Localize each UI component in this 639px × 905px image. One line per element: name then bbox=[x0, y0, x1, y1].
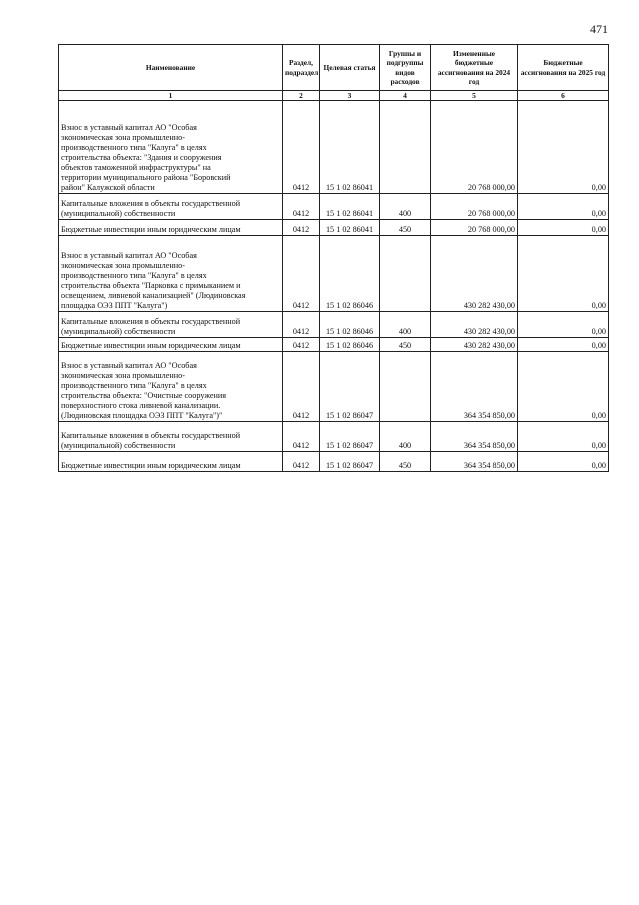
row-name-line: (Людиновская площадка ОЭЗ ППТ "Калуга")" bbox=[61, 411, 223, 421]
row-target: 15 1 02 86041 bbox=[320, 194, 380, 220]
header-target: Целевая статья bbox=[320, 45, 380, 91]
row-name bbox=[59, 194, 283, 220]
column-number: 2 bbox=[283, 91, 320, 101]
column-number: 3 bbox=[320, 91, 380, 101]
table-row bbox=[59, 338, 609, 352]
row-amount-2025: 0,00 bbox=[518, 312, 609, 338]
row-amount-2024: 364 354 850,00 bbox=[431, 352, 518, 422]
row-name-line: площадка ОЭЗ ППТ "Калуга") bbox=[61, 301, 168, 311]
table-row bbox=[59, 194, 609, 220]
row-name-line: экономическая зона промышленно- bbox=[61, 133, 185, 143]
table-header-row bbox=[59, 45, 609, 91]
table-row bbox=[59, 422, 609, 452]
row-name-line: строительства объекта: "Очистные сооружения bbox=[61, 391, 227, 401]
row-name-line: Бюджетные инвестиции иным юридическим лицам bbox=[61, 461, 241, 471]
row-name-line: поверхностного стока ливневой канализации. bbox=[61, 401, 221, 411]
row-group: 450 bbox=[380, 452, 431, 472]
row-name-line: освещением, ливневой канализацией" (Людиновская bbox=[61, 291, 246, 301]
header-amount-2025: Бюджетные ассигнования на 2025 год bbox=[518, 45, 609, 91]
row-target: 15 1 02 86046 bbox=[320, 236, 380, 312]
row-name bbox=[59, 220, 283, 236]
table-row bbox=[59, 101, 609, 194]
row-name bbox=[59, 236, 283, 312]
row-name bbox=[59, 452, 283, 472]
row-target: 15 1 02 86046 bbox=[320, 338, 380, 352]
row-amount-2025: 0,00 bbox=[518, 352, 609, 422]
row-section: 0412 bbox=[283, 422, 320, 452]
row-amount-2024: 364 354 850,00 bbox=[431, 422, 518, 452]
row-section: 0412 bbox=[283, 338, 320, 352]
row-name-line: Капитальные вложения в объекты государственной bbox=[61, 317, 241, 327]
column-number: 6 bbox=[518, 91, 609, 101]
row-target: 15 1 02 86047 bbox=[320, 352, 380, 422]
row-section: 0412 bbox=[283, 220, 320, 236]
table-row bbox=[59, 452, 609, 472]
row-target: 15 1 02 86047 bbox=[320, 422, 380, 452]
row-group: 400 bbox=[380, 422, 431, 452]
header-name: Наименование bbox=[59, 45, 283, 91]
budget-table bbox=[58, 44, 609, 472]
row-amount-2024: 20 768 000,00 bbox=[431, 194, 518, 220]
row-name-line: Взнос в уставный капитал АО "Особая bbox=[61, 361, 197, 371]
header-section: Раздел, подраздел bbox=[283, 45, 320, 91]
table-row bbox=[59, 236, 609, 312]
table-row bbox=[59, 352, 609, 422]
row-group: 450 bbox=[380, 220, 431, 236]
row-name-line: район" Калужской области bbox=[61, 183, 155, 193]
column-number: 1 bbox=[59, 91, 283, 101]
column-number: 4 bbox=[380, 91, 431, 101]
row-name-line: Взнос в уставный капитал АО "Особая bbox=[61, 123, 197, 133]
row-section: 0412 bbox=[283, 194, 320, 220]
row-amount-2024: 364 354 850,00 bbox=[431, 452, 518, 472]
row-name-line: Капитальные вложения в объекты государственной bbox=[61, 431, 241, 441]
row-name-line: объектов таможенной инфраструктуры" на bbox=[61, 163, 211, 173]
row-name-line: Капитальные вложения в объекты государственной bbox=[61, 199, 241, 209]
header-groups: Группы и подгруппы видов расходов bbox=[380, 45, 431, 91]
row-name-line: строительства объекта: "Здания и сооружения bbox=[61, 153, 222, 163]
row-name-line: производственного типа "Калуга" в целях bbox=[61, 381, 207, 391]
row-section: 0412 bbox=[283, 236, 320, 312]
table-row bbox=[59, 220, 609, 236]
row-name bbox=[59, 312, 283, 338]
row-amount-2025: 0,00 bbox=[518, 452, 609, 472]
row-section: 0412 bbox=[283, 452, 320, 472]
row-group: 400 bbox=[380, 312, 431, 338]
row-amount-2025: 0,00 bbox=[518, 101, 609, 194]
row-section: 0412 bbox=[283, 352, 320, 422]
row-amount-2024: 20 768 000,00 bbox=[431, 220, 518, 236]
row-name bbox=[59, 338, 283, 352]
row-target: 15 1 02 86041 bbox=[320, 101, 380, 194]
row-target: 15 1 02 86041 bbox=[320, 220, 380, 236]
row-name-line: производственного типа "Калуга" в целях bbox=[61, 271, 207, 281]
row-amount-2025: 0,00 bbox=[518, 338, 609, 352]
row-group: 400 bbox=[380, 194, 431, 220]
row-name-line: (муниципальной) собственности bbox=[61, 441, 176, 451]
row-amount-2024: 20 768 000,00 bbox=[431, 101, 518, 194]
table-body bbox=[59, 101, 609, 472]
row-group bbox=[380, 352, 431, 422]
row-amount-2025: 0,00 bbox=[518, 422, 609, 452]
page-number: 471 bbox=[590, 22, 608, 36]
row-amount-2024: 430 282 430,00 bbox=[431, 312, 518, 338]
row-name-line: экономическая зона промышленно- bbox=[61, 371, 185, 381]
row-target: 15 1 02 86047 bbox=[320, 452, 380, 472]
row-name-line: строительства объекта "Парковка с примыканием и bbox=[61, 281, 241, 291]
column-number-row bbox=[59, 91, 609, 101]
row-name-line: производственного типа "Калуга" в целях bbox=[61, 143, 207, 153]
header-amount-2024: Измененные бюджетные ассигнования на 2024 год bbox=[431, 45, 518, 91]
row-group: 450 bbox=[380, 338, 431, 352]
row-name bbox=[59, 352, 283, 422]
row-name-line: (муниципальной) собственности bbox=[61, 209, 176, 219]
row-amount-2025: 0,00 bbox=[518, 220, 609, 236]
column-number: 5 bbox=[431, 91, 518, 101]
row-name-line: Бюджетные инвестиции иным юридическим лицам bbox=[61, 225, 241, 235]
row-amount-2025: 0,00 bbox=[518, 194, 609, 220]
row-name-line: территории муниципального района "Боровский bbox=[61, 173, 231, 183]
row-name-line: экономическая зона промышленно- bbox=[61, 261, 185, 271]
row-amount-2024: 430 282 430,00 bbox=[431, 338, 518, 352]
row-target: 15 1 02 86046 bbox=[320, 312, 380, 338]
table-row bbox=[59, 312, 609, 338]
row-amount-2025: 0,00 bbox=[518, 236, 609, 312]
row-amount-2024: 430 282 430,00 bbox=[431, 236, 518, 312]
row-section: 0412 bbox=[283, 101, 320, 194]
row-name bbox=[59, 101, 283, 194]
row-name-line: Взнос в уставный капитал АО "Особая bbox=[61, 251, 197, 261]
row-name-line: (муниципальной) собственности bbox=[61, 327, 176, 337]
row-name-line: Бюджетные инвестиции иным юридическим лицам bbox=[61, 341, 241, 351]
row-name bbox=[59, 422, 283, 452]
row-group bbox=[380, 101, 431, 194]
row-section: 0412 bbox=[283, 312, 320, 338]
row-group bbox=[380, 236, 431, 312]
